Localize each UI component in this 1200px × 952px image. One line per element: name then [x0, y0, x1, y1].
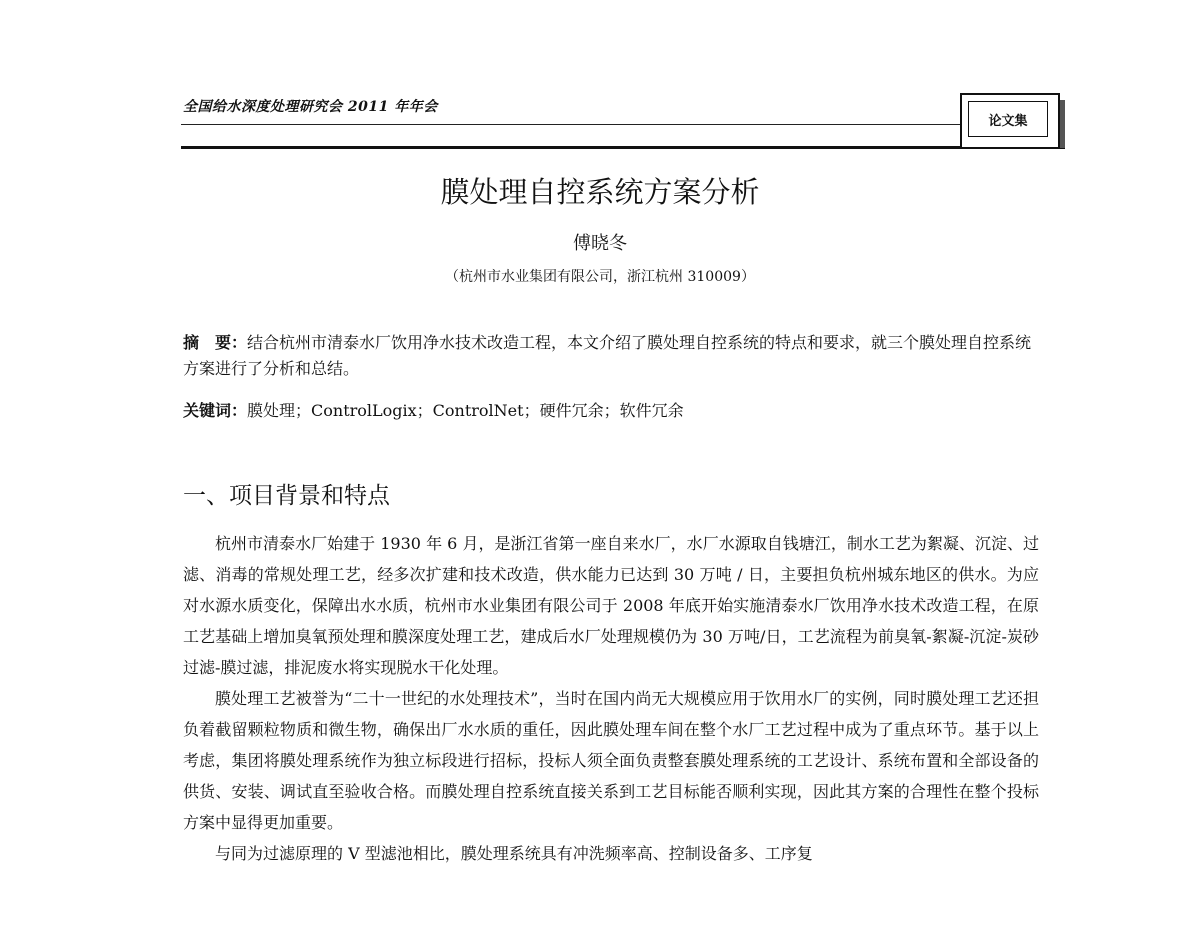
abstract-label: 摘 要： [183, 333, 248, 352]
paper-title: 膜处理自控系统方案分析 [440, 175, 760, 209]
badge-label: 论文集 [968, 101, 1048, 137]
paper-author: 傅晓冬 [573, 233, 627, 254]
section-body [183, 528, 1039, 869]
paragraph: 杭州市清泰水厂始建于 1930 年 6 月，是浙江省第一座自来水厂，水厂水源取自钱塘江，制水工艺为絮凝、沉淀、过滤、消毒的常规处理工艺，经多次扩建和技术改造，供水能力已达到 30 万吨 / 日，主要担负杭州城东地区的供水。为应对水源水质变化，保障出水水质，杭州市水业集团有限公司于 2008 年底开始实施清泰水厂饮用净水技术改造工程，在原工艺基础上增加臭氧预处理和膜深度处理工艺，建成后水厂处理规模仍为 30 万吨/日，工艺流程为前臭氧-絮凝-沉淀-炭砂过滤-膜过滤，排泥废水将实现脱水干化处理。 [183, 534, 1039, 677]
paragraph: 膜处理工艺被誉为“二十一世纪的水处理技术”，当时在国内尚无大规模应用于饮用水厂的实例，同时膜处理工艺还担负着截留颗粒物质和微生物，确保出厂水水质的重任，因此膜处理车间在整个水厂工艺过程中成为了重点环节。基于以上考虑，集团将膜处理系统作为独立标段进行招标，投标人须全面负责整套膜处理系统的工艺设计、系统布置和全部设备的供货、安装、调试直至验收合格。而膜处理自控系统直接关系到工艺目标能否顺利实现，因此其方案的合理性在整个投标方案中显得更加重要。 [183, 689, 1039, 832]
keywords [183, 398, 1043, 424]
conference-header: 全国给水深度处理研究会 2011 年年会 [183, 99, 438, 115]
header-rule [181, 124, 961, 125]
paper-affiliation: （杭州市水业集团有限公司，浙江杭州 310009） [445, 269, 755, 285]
section-heading: 一、项目背景和特点 [183, 483, 390, 509]
abstract [183, 330, 1043, 382]
abstract-text: 结合杭州市清泰水厂饮用净水技术改造工程，本文介绍了膜处理自控系统的特点和要求，就三个膜处理自控系统方案进行了分析和总结。 [183, 333, 1032, 378]
header-rule-thick [181, 146, 1065, 149]
keywords-text: 膜处理；ControlLogix；ControlNet；硬件冗余；软件冗余 [247, 401, 684, 420]
paragraph: 与同为过滤原理的 V 型滤池相比，膜处理系统具有冲洗频率高、控制设备多、工序复 [215, 844, 813, 863]
keywords-label: 关键词： [183, 401, 248, 420]
proceedings-badge [960, 93, 1060, 149]
